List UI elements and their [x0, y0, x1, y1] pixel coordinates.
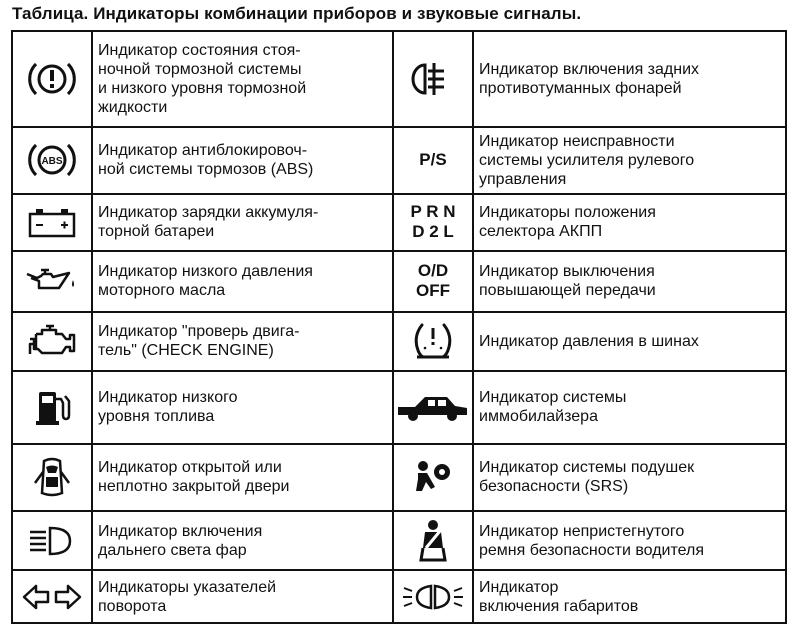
table-row [12, 444, 786, 511]
table-row [12, 251, 786, 312]
icon-cell [12, 127, 92, 194]
high-beam-icon [24, 524, 80, 558]
indicator-description: Индикатор зарядки аккумуля- торной батареи [92, 194, 393, 251]
icon-cell [12, 511, 92, 570]
icon-cell [393, 511, 473, 570]
indicator-description: Индикатор выключения повышающей передачи [473, 251, 786, 312]
icon-cell [12, 371, 92, 444]
indicator-description: Индикатор системы подушек безопасности (SRS) [473, 444, 786, 511]
indicator-description: Индикатор антиблокировоч- ной системы тормозов (ABS) [92, 127, 393, 194]
tire-pressure-icon [408, 319, 458, 363]
indicator-description: Индикатор "проверь двига- тель" (CHECK ENGINE) [92, 312, 393, 371]
table-row [12, 194, 786, 251]
abs-icon-label: ABS [41, 156, 63, 168]
indicator-description: Индикатор включения дальнего света фар [92, 511, 393, 570]
indicator-description: Индикатор включения габаритов [473, 570, 786, 623]
indicator-description: Индикатор включения задних противотуманных фонарей [473, 31, 786, 127]
icon-cell [12, 570, 92, 623]
icon-cell [12, 444, 92, 511]
seatbelt-icon [411, 518, 455, 564]
table-row [12, 312, 786, 371]
indicator-description: Индикатор непристегнутого ремня безопасности водителя [473, 511, 786, 570]
icon-cell [393, 251, 473, 312]
immobilizer-car-icon [395, 390, 471, 424]
indicator-description: Индикатор низкого давления моторного масла [92, 251, 393, 312]
indicator-description: Индикатор состояния стоя- ночной тормозной системы и низкого уровня тормозной жидкости [92, 31, 393, 127]
icon-cell [393, 127, 473, 194]
indicator-description: Индикатор системы иммобилайзера [473, 371, 786, 444]
indicator-description: Индикатор давления в шинах [473, 312, 786, 371]
airbag-icon [410, 457, 456, 497]
table-row [12, 371, 786, 444]
icon-cell [393, 194, 473, 251]
table-row [12, 570, 786, 623]
rear-fog-lamp-icon [408, 59, 458, 99]
brake-warning-icon [27, 57, 77, 101]
icon-cell [393, 31, 473, 127]
overdrive-off-label: O/D OFF [416, 261, 450, 301]
oil-can-icon [23, 264, 81, 298]
fuel-pump-icon [30, 387, 74, 427]
table-row [12, 511, 786, 570]
door-open-icon [30, 455, 74, 499]
icon-cell [12, 312, 92, 371]
icon-cell [393, 312, 473, 371]
indicator-description: Индикаторы указателей поворота [92, 570, 393, 623]
gear-selector-label: P R N D 2 L [410, 202, 456, 242]
parking-lights-icon [400, 580, 466, 614]
indicator-table [11, 30, 787, 624]
power-steering-label: P/S [419, 150, 447, 170]
icon-cell [393, 444, 473, 511]
icon-cell [12, 31, 92, 127]
table-title: Таблица. Индикаторы комбинации приборов и звуковые сигналы. [12, 4, 582, 23]
table-row [12, 31, 786, 127]
abs-icon [27, 138, 77, 182]
indicator-description: Индикатор неисправности системы усилителя рулевого управления [473, 127, 786, 194]
indicator-description: Индикатор открытой или неплотно закрытой двери [92, 444, 393, 511]
indicator-description: Индикатор низкого уровня топлива [92, 371, 393, 444]
check-engine-icon [24, 322, 80, 360]
icon-cell [393, 570, 473, 623]
icon-cell [393, 371, 473, 444]
icon-cell [12, 194, 92, 251]
table-row [12, 127, 786, 194]
icon-cell [12, 251, 92, 312]
battery-icon [25, 205, 79, 239]
indicator-description: Индикаторы положения селектора АКПП [473, 194, 786, 251]
turn-signal-icon [20, 582, 84, 612]
